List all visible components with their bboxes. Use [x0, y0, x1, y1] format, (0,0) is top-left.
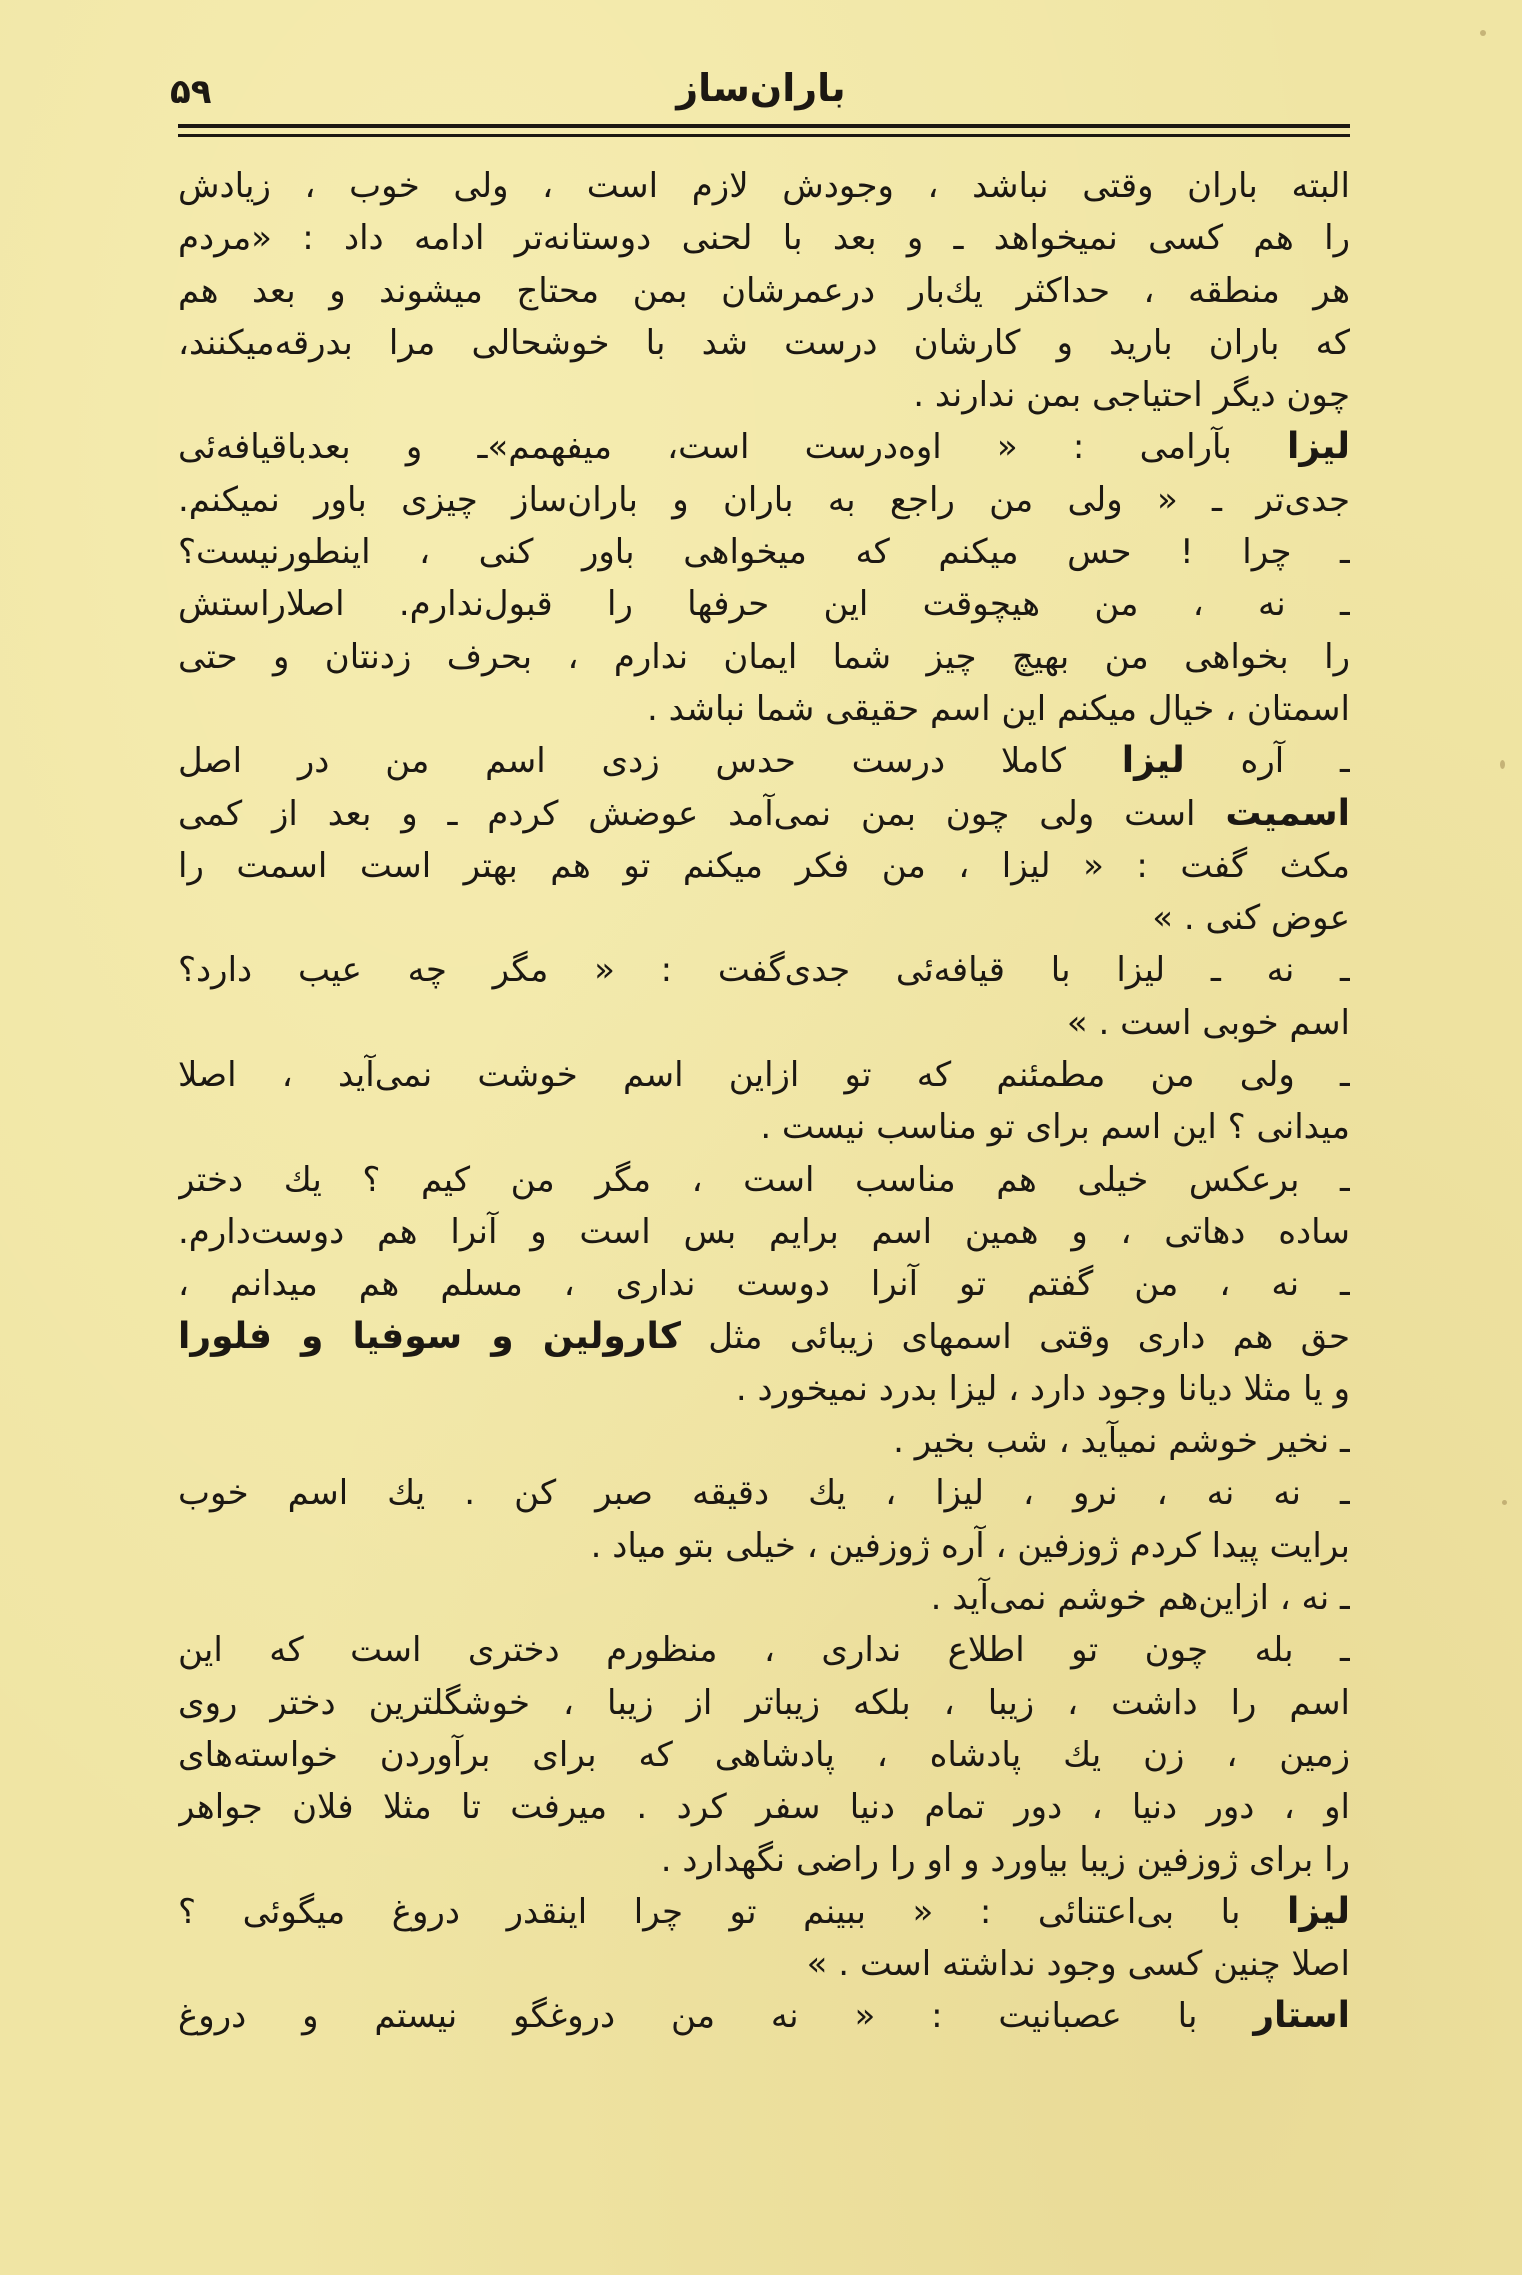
running-title: باران‌ساز [676, 66, 846, 110]
text-line: زمین ، زن یك پادشاه ، پادشاهی که برای برآوردن خواسته‌های [178, 1734, 1350, 1775]
text-line: ـ نخیر خوشم نمیآید ، شب بخیر . [893, 1421, 1350, 1462]
text-line: ـ نه ـ لیزا با قیافه‌ئی جدی‌گفت : « مگر چه عیب دارد؟ [178, 950, 1350, 991]
character-name: لیزا [1121, 740, 1185, 782]
text-line: ـ بله چون تو اطلاع نداری ، منظورم دختری است که این [178, 1630, 1350, 1671]
character-name: لیزا [1287, 1890, 1350, 1932]
text-line: ـ ولی من مطمئنم که تو ازاین اسم خوشت نمی‌آید ، اصلا [178, 1055, 1350, 1096]
text-line: را برای ژوزفین زیبا بیاورد و او را راضی نگهدارد . [660, 1839, 1350, 1880]
character-name: اسمیت [1225, 792, 1350, 834]
text-line: استار با عصبانیت : « نه من دروغگو نیستم و دروغ [178, 1995, 1350, 2037]
text-line: را بخواهی من بهیچ چیز شما ایمان ندارم ، بحرف زدنتان و حتی [178, 636, 1350, 677]
text-line: مکث گفت : « لیزا ، من فکر میکنم تو هم بهتر است اسمت را [178, 845, 1350, 886]
text-line: او ، دور دنیا ، دور تمام دنیا سفر کرد . میرفت تا مثلا فلان جواهر [178, 1787, 1350, 1828]
text-line: ـ نه ، من گفتم تو آنرا دوست نداری ، مسلم هم میدانم ، [178, 1264, 1350, 1305]
text-line: ـ چرا ! حس میکنم که میخواهی باور کنی ، اینطورنیست؟ [178, 532, 1350, 573]
text-line: جدی‌تر ـ « ولی من راجع به باران و باران‌ساز چیزی باور نمیکنم. [178, 479, 1350, 520]
character-name: استار [1253, 1995, 1350, 2037]
text-line: اسمتان ، خیال میکنم این اسم حقیقی شما نباشد . [647, 688, 1350, 729]
text-line: عوض کنی . » [1152, 898, 1350, 939]
names-list: کارولین و سوفیا و فلورا [178, 1315, 681, 1357]
text-line: چون دیگر احتیاجی بمن ندارند . [913, 375, 1350, 416]
text-line: هر منطقه ، حداکثر یك‌بار درعمرشان بمن محتاج میشوند و بعد هم [178, 270, 1350, 311]
text-line: لیزا بآرامی : « اوه‌درست است، میفهمم»ـ و بعدباقیافه‌ئی [178, 426, 1350, 468]
text-line: ـ نه ، ازاین‌هم خوشم نمی‌آید . [930, 1578, 1350, 1619]
text-line: ـ برعکس خیلی هم مناسب است ، مگر من کیم ؟ یك دختر [178, 1159, 1350, 1200]
character-name: لیزا [1287, 426, 1350, 468]
text-line: البته باران وقتی نباشد ، وجودش لازم است ، ولی خوب ، زیادش [178, 166, 1350, 206]
text-line: ـ نه نه ، نرو ، لیزا ، یك دقیقه صبر کن . یك اسم خوب [178, 1473, 1350, 1514]
text-line: اصلا چنین کسی وجود نداشته است . » [806, 1944, 1350, 1985]
text-line: لیزا با بی‌اعتنائی : « ببینم تو چرا اینقدر دروغ میگوئی ؟ [178, 1890, 1350, 1932]
text-line: ساده دهاتی ، و همین اسم برایم بس است و آنرا هم دوست‌دارم. [178, 1211, 1350, 1252]
text-line: ـ نه ، من هیچوقت این حرفها را قبول‌ندارم. اصلارا‌ستش [178, 584, 1350, 625]
text-line: اسم را داشت ، زیبا ، بلکه زیباتر از زیبا ، خوشگلترین دختر روی [178, 1682, 1350, 1723]
text-line: که باران بارید و کارشان درست شد با خوشحالی مرا بدرقه‌میکنند، [178, 322, 1350, 363]
page-number: ۵۹ [170, 72, 212, 112]
body-text [178, 160, 1350, 2245]
paper-speck [1480, 30, 1486, 36]
text-line: حق هم داری وقتی اسمهای زیبائی مثل کارولین و سوفیا و فلورا [178, 1315, 1350, 1357]
header-rule [178, 134, 1350, 137]
text-line: را هم کسی نمیخواهد ـ و بعد با لحنی دوستانه‌تر ادامه داد : «مردم [178, 218, 1350, 259]
text-line: برایت پیدا کردم ژوزفین ، آره ژوزفین ، خیلی بتو میاد . [590, 1525, 1350, 1566]
text-line: ـ آره لیزا کاملا درست حدس زدی اسم من در اصل [178, 740, 1350, 782]
paper-speck [1500, 760, 1505, 769]
text-line: میدانی ؟ این اسم برای تو مناسب نیست . [760, 1107, 1350, 1148]
text-line: اسمیت است ولی چون بمن نمی‌آمد عوضش کردم ـ و بعد از کمی [178, 792, 1350, 834]
text-line: و یا مثلا دیانا وجود دارد ، لیزا بدرد نمیخورد . [735, 1368, 1350, 1409]
header-rule [178, 124, 1350, 128]
paper-speck [1502, 1500, 1507, 1505]
text-line: اسم خوبی است . » [1066, 1002, 1350, 1043]
